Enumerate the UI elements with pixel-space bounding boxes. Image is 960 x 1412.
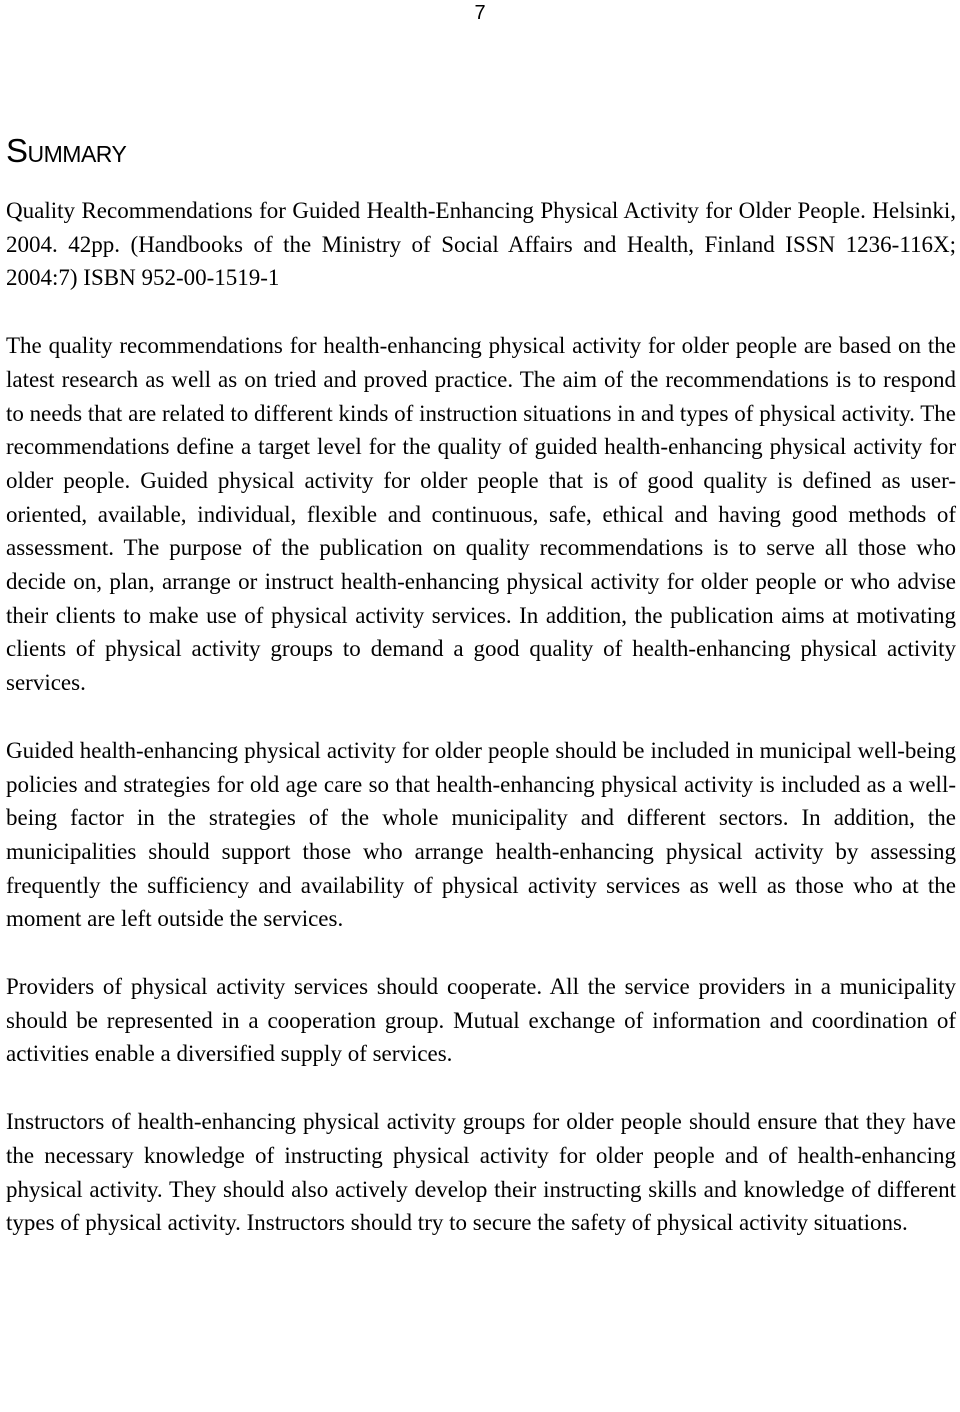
page-number: 7 xyxy=(474,2,486,24)
section-heading: Summary xyxy=(6,132,127,169)
citation-paragraph: Quality Recommendations for Guided Health-Enhancing Physical Activity for Older People. Helsinki, 2004. 42pp. (Handbooks of the Ministry of Social Affairs and Health, Finland ISSN 1236-116X; 2004:7) ISBN 952-00-1519-1 xyxy=(6,198,956,291)
body-paragraph-3: Providers of physical activity services should cooperate. All the service providers in a municipality should be represented in a cooperation group. Mutual exchange of information and coordination of activities enable a diversified supply of services. xyxy=(6,974,956,1067)
document-body xyxy=(6,194,956,1240)
body-paragraph-4: Instructors of health-enhancing physical activity groups for older people should ensure that they have the necessary knowledge of instructing physical activity for older people and of health-enhancing physical activity. They should also actively develop their instructing skills and knowledge of different types of physical activity. Instructors should try to secure the safety of physical activity situations. xyxy=(6,1109,956,1236)
body-paragraph-2: Guided health-enhancing physical activity for older people should be included in municipal well-being policies and strategies for old age care so that health-enhancing physical activity is included as a well-being factor in the strategies of the whole municipality and different sectors. In addition, the municipalities should support those who arrange health-enhancing physical activity by assessing frequently the sufficiency and availability of physical activity services as well as those who at the moment are left outside the services. xyxy=(6,737,956,932)
body-paragraph-1: The quality recommendations for health-enhancing physical activity for older people are based on the latest research as well as on tried and proved practice. The aim of the recommendations is to respond to needs that are related to different kinds of instruction situations in and types of physical activity. The recommendations define a target level for the quality of guided health-enhancing physical activity for older people. Guided physical activity for older people that is of good quality is defined as user-oriented, available, individual, flexible and continuous, safe, ethical and having good methods of assessment. The purpose of the publication on quality recommendations is to serve all those who decide on, plan, arrange or instruct health-enhancing physical activity for older people or who advise their clients to make use of physical activity services. In addition, the publication aims at motivating clients of physical activity groups to demand a good quality of health-enhancing physical activity services. xyxy=(6,333,956,696)
